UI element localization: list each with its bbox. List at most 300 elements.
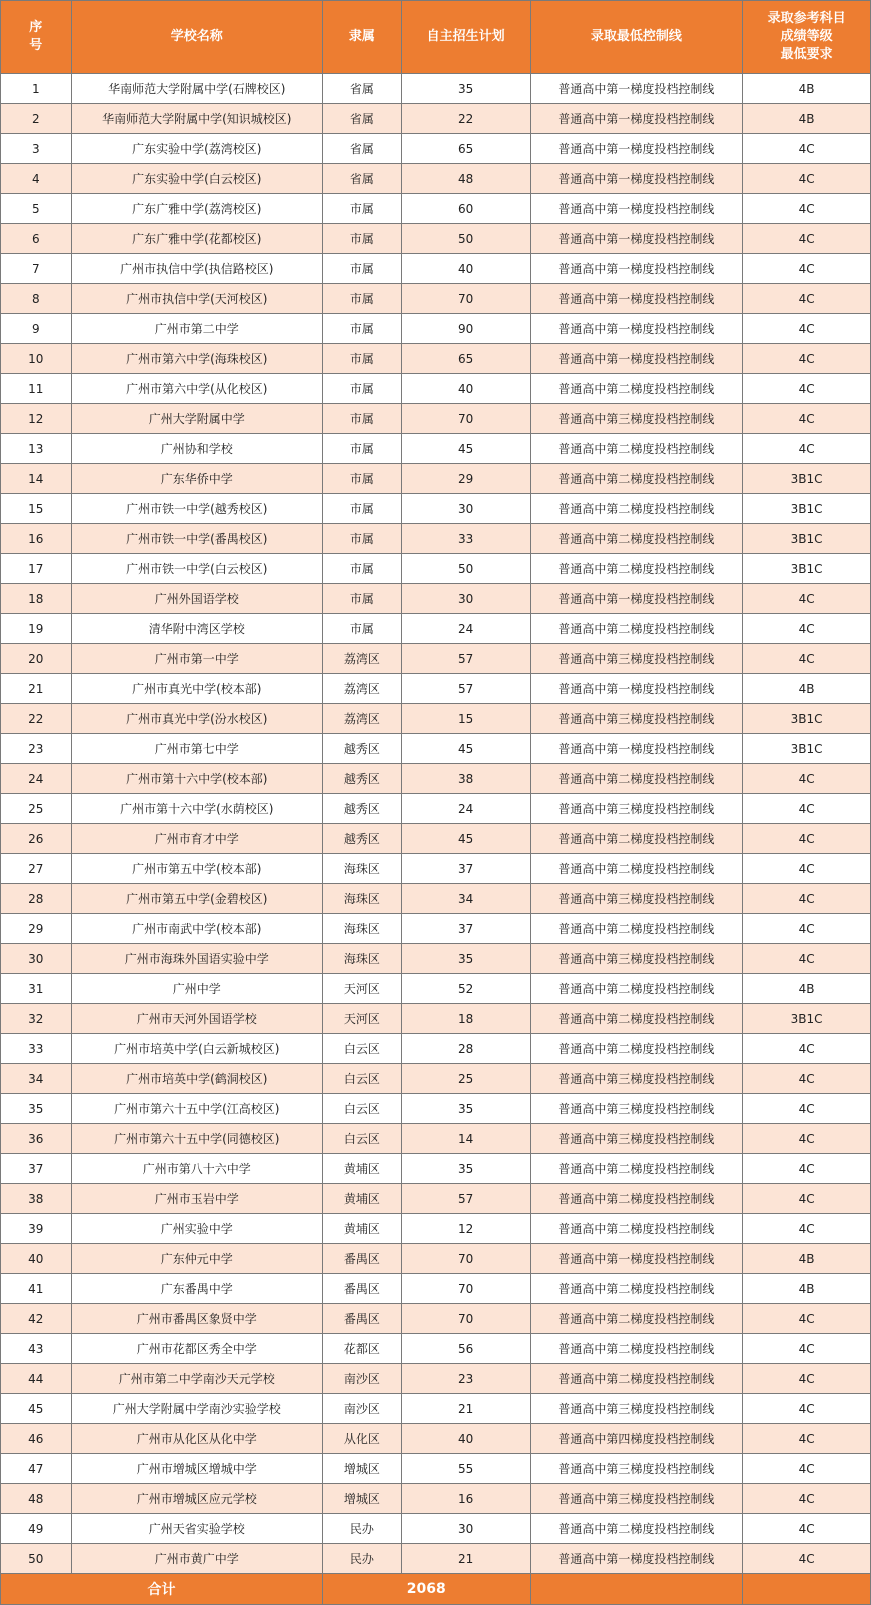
row-enrollment-plan: 65 [401, 344, 530, 374]
row-enrollment-plan: 16 [401, 1484, 530, 1514]
table-row [1, 974, 871, 1004]
row-control-line: 普通高中第二梯度投档控制线 [530, 1334, 743, 1364]
row-affiliation: 省属 [323, 134, 402, 164]
header-row [1, 1, 871, 74]
row-enrollment-plan: 52 [401, 974, 530, 1004]
row-affiliation: 市属 [323, 344, 402, 374]
row-control-line: 普通高中第三梯度投档控制线 [530, 1124, 743, 1154]
row-school-name: 广州市第五中学(金碧校区) [71, 884, 322, 914]
table-row [1, 704, 871, 734]
table-row [1, 1034, 871, 1064]
row-index: 18 [1, 584, 72, 614]
row-school-name: 广州市执信中学(天河校区) [71, 284, 322, 314]
row-affiliation: 省属 [323, 74, 402, 104]
row-control-line: 普通高中第二梯度投档控制线 [530, 1154, 743, 1184]
row-school-name: 广州市第六十五中学(同德校区) [71, 1124, 322, 1154]
row-control-line: 普通高中第三梯度投档控制线 [530, 644, 743, 674]
row-index: 32 [1, 1004, 72, 1034]
row-enrollment-plan: 70 [401, 404, 530, 434]
row-grade-requirement: 4C [743, 404, 871, 434]
row-index: 39 [1, 1214, 72, 1244]
row-school-name: 广州市第八十六中学 [71, 1154, 322, 1184]
table-row [1, 74, 871, 104]
row-grade-requirement: 4C [743, 1034, 871, 1064]
row-enrollment-plan: 90 [401, 314, 530, 344]
row-index: 35 [1, 1094, 72, 1124]
row-control-line: 普通高中第一梯度投档控制线 [530, 314, 743, 344]
row-control-line: 普通高中第一梯度投档控制线 [530, 1244, 743, 1274]
row-grade-requirement: 4C [743, 944, 871, 974]
row-index: 10 [1, 344, 72, 374]
table-row [1, 374, 871, 404]
header-school-name: 学校名称 [71, 1, 322, 74]
row-index: 47 [1, 1454, 72, 1484]
row-school-name: 广州市真光中学(汾水校区) [71, 704, 322, 734]
row-affiliation: 从化区 [323, 1424, 402, 1454]
row-enrollment-plan: 48 [401, 164, 530, 194]
row-enrollment-plan: 22 [401, 104, 530, 134]
table-row [1, 1274, 871, 1304]
row-index: 4 [1, 164, 72, 194]
row-school-name: 广东仲元中学 [71, 1244, 322, 1274]
row-grade-requirement: 4C [743, 1184, 871, 1214]
row-index: 19 [1, 614, 72, 644]
row-grade-requirement: 4C [743, 584, 871, 614]
row-control-line: 普通高中第二梯度投档控制线 [530, 1184, 743, 1214]
row-grade-requirement: 4C [743, 644, 871, 674]
row-enrollment-plan: 45 [401, 824, 530, 854]
row-grade-requirement: 4C [743, 134, 871, 164]
row-enrollment-plan: 57 [401, 1184, 530, 1214]
table-row [1, 344, 871, 374]
row-index: 38 [1, 1184, 72, 1214]
row-grade-requirement: 4C [743, 1334, 871, 1364]
header-min-control-line: 录取最低控制线 [530, 1, 743, 74]
row-index: 49 [1, 1514, 72, 1544]
table-row [1, 584, 871, 614]
row-affiliation: 市属 [323, 284, 402, 314]
row-enrollment-plan: 70 [401, 1244, 530, 1274]
row-grade-requirement: 4C [743, 1094, 871, 1124]
row-school-name: 广州大学附属中学 [71, 404, 322, 434]
row-affiliation: 市属 [323, 464, 402, 494]
row-affiliation: 白云区 [323, 1034, 402, 1064]
row-affiliation: 荔湾区 [323, 704, 402, 734]
row-grade-requirement: 4C [743, 374, 871, 404]
row-school-name: 广州市番禺区象贤中学 [71, 1304, 322, 1334]
row-index: 9 [1, 314, 72, 344]
row-affiliation: 越秀区 [323, 794, 402, 824]
row-enrollment-plan: 37 [401, 914, 530, 944]
table-row [1, 1334, 871, 1364]
table-row [1, 1244, 871, 1274]
row-enrollment-plan: 34 [401, 884, 530, 914]
row-enrollment-plan: 40 [401, 1424, 530, 1454]
row-index: 13 [1, 434, 72, 464]
row-affiliation: 省属 [323, 164, 402, 194]
row-affiliation: 市属 [323, 314, 402, 344]
table-row [1, 194, 871, 224]
row-school-name: 清华附中湾区学校 [71, 614, 322, 644]
row-grade-requirement: 4C [743, 1514, 871, 1544]
row-grade-requirement: 3B1C [743, 494, 871, 524]
row-index: 11 [1, 374, 72, 404]
row-enrollment-plan: 55 [401, 1454, 530, 1484]
row-school-name: 广州市培英中学(白云新城校区) [71, 1034, 322, 1064]
row-control-line: 普通高中第二梯度投档控制线 [530, 1214, 743, 1244]
row-affiliation: 越秀区 [323, 734, 402, 764]
row-control-line: 普通高中第二梯度投档控制线 [530, 1514, 743, 1544]
row-school-name: 广州市执信中学(执信路校区) [71, 254, 322, 284]
row-enrollment-plan: 28 [401, 1034, 530, 1064]
row-control-line: 普通高中第二梯度投档控制线 [530, 914, 743, 944]
row-affiliation: 黄埔区 [323, 1154, 402, 1184]
row-enrollment-plan: 57 [401, 644, 530, 674]
row-index: 33 [1, 1034, 72, 1064]
row-school-name: 广州市第十六中学(水荫校区) [71, 794, 322, 824]
row-index: 36 [1, 1124, 72, 1154]
row-school-name: 广州市黄广中学 [71, 1544, 322, 1574]
row-grade-requirement: 4B [743, 974, 871, 1004]
row-school-name: 广州市铁一中学(越秀校区) [71, 494, 322, 524]
row-index: 48 [1, 1484, 72, 1514]
row-enrollment-plan: 45 [401, 734, 530, 764]
row-affiliation: 白云区 [323, 1094, 402, 1124]
row-index: 50 [1, 1544, 72, 1574]
table-row [1, 884, 871, 914]
row-control-line: 普通高中第四梯度投档控制线 [530, 1424, 743, 1454]
row-enrollment-plan: 40 [401, 374, 530, 404]
row-grade-requirement: 4C [743, 434, 871, 464]
row-school-name: 广州实验中学 [71, 1214, 322, 1244]
row-index: 21 [1, 674, 72, 704]
row-grade-requirement: 4C [743, 884, 871, 914]
row-grade-requirement: 4C [743, 1214, 871, 1244]
row-control-line: 普通高中第一梯度投档控制线 [530, 194, 743, 224]
header-grade-requirement: 录取参考科目 成绩等级 最低要求 [743, 1, 871, 74]
table-row [1, 284, 871, 314]
row-control-line: 普通高中第三梯度投档控制线 [530, 884, 743, 914]
row-grade-requirement: 4C [743, 254, 871, 284]
row-affiliation: 市属 [323, 374, 402, 404]
row-school-name: 广州市第六中学(海珠校区) [71, 344, 322, 374]
row-school-name: 广东实验中学(荔湾校区) [71, 134, 322, 164]
row-index: 20 [1, 644, 72, 674]
row-affiliation: 番禺区 [323, 1274, 402, 1304]
row-enrollment-plan: 14 [401, 1124, 530, 1154]
row-grade-requirement: 4C [743, 1364, 871, 1394]
row-control-line: 普通高中第三梯度投档控制线 [530, 794, 743, 824]
row-control-line: 普通高中第二梯度投档控制线 [530, 464, 743, 494]
row-enrollment-plan: 24 [401, 614, 530, 644]
row-school-name: 广州中学 [71, 974, 322, 1004]
row-grade-requirement: 3B1C [743, 464, 871, 494]
row-control-line: 普通高中第一梯度投档控制线 [530, 164, 743, 194]
row-index: 34 [1, 1064, 72, 1094]
row-control-line: 普通高中第二梯度投档控制线 [530, 854, 743, 884]
row-school-name: 广东实验中学(白云校区) [71, 164, 322, 194]
table-row [1, 1484, 871, 1514]
row-school-name: 广州市玉岩中学 [71, 1184, 322, 1214]
row-affiliation: 市属 [323, 614, 402, 644]
row-grade-requirement: 4B [743, 674, 871, 704]
row-school-name: 广州市铁一中学(番禺校区) [71, 524, 322, 554]
row-enrollment-plan: 33 [401, 524, 530, 554]
row-school-name: 广东广雅中学(荔湾校区) [71, 194, 322, 224]
table-row [1, 1364, 871, 1394]
table-row [1, 674, 871, 704]
row-affiliation: 海珠区 [323, 854, 402, 884]
row-grade-requirement: 4B [743, 1244, 871, 1274]
row-grade-requirement: 4C [743, 314, 871, 344]
row-index: 2 [1, 104, 72, 134]
row-grade-requirement: 4C [743, 1424, 871, 1454]
row-index: 40 [1, 1244, 72, 1274]
row-school-name: 广州市育才中学 [71, 824, 322, 854]
row-grade-requirement: 4C [743, 614, 871, 644]
row-grade-requirement: 4C [743, 164, 871, 194]
row-school-name: 广州天省实验学校 [71, 1514, 322, 1544]
table-row [1, 734, 871, 764]
row-affiliation: 市属 [323, 554, 402, 584]
row-school-name: 广州市第二中学南沙天元学校 [71, 1364, 322, 1394]
row-control-line: 普通高中第一梯度投档控制线 [530, 134, 743, 164]
row-index: 1 [1, 74, 72, 104]
row-enrollment-plan: 35 [401, 74, 530, 104]
table-row [1, 1544, 871, 1574]
row-enrollment-plan: 21 [401, 1394, 530, 1424]
row-enrollment-plan: 30 [401, 494, 530, 524]
row-control-line: 普通高中第二梯度投档控制线 [530, 1304, 743, 1334]
row-school-name: 广州市培英中学(鹤洞校区) [71, 1064, 322, 1094]
table-row [1, 1154, 871, 1184]
table-row [1, 494, 871, 524]
row-affiliation: 越秀区 [323, 824, 402, 854]
row-grade-requirement: 4C [743, 1304, 871, 1334]
row-affiliation: 市属 [323, 524, 402, 554]
row-affiliation: 南沙区 [323, 1364, 402, 1394]
table-row [1, 224, 871, 254]
row-control-line: 普通高中第一梯度投档控制线 [530, 224, 743, 254]
table-body [1, 74, 871, 1574]
row-enrollment-plan: 50 [401, 224, 530, 254]
row-control-line: 普通高中第一梯度投档控制线 [530, 104, 743, 134]
row-index: 23 [1, 734, 72, 764]
table-row [1, 824, 871, 854]
row-school-name: 广州市真光中学(校本部) [71, 674, 322, 704]
row-grade-requirement: 4B [743, 1274, 871, 1304]
table-row [1, 614, 871, 644]
row-enrollment-plan: 24 [401, 794, 530, 824]
table-row [1, 164, 871, 194]
row-school-name: 广州市增城区增城中学 [71, 1454, 322, 1484]
row-grade-requirement: 4C [743, 284, 871, 314]
row-control-line: 普通高中第三梯度投档控制线 [530, 944, 743, 974]
table-row [1, 1004, 871, 1034]
row-grade-requirement: 4C [743, 1544, 871, 1574]
table-row [1, 764, 871, 794]
row-grade-requirement: 4B [743, 104, 871, 134]
total-empty-cell [530, 1574, 743, 1605]
row-school-name: 广州市南武中学(校本部) [71, 914, 322, 944]
row-enrollment-plan: 45 [401, 434, 530, 464]
row-index: 29 [1, 914, 72, 944]
row-enrollment-plan: 35 [401, 1094, 530, 1124]
row-control-line: 普通高中第一梯度投档控制线 [530, 284, 743, 314]
table-row [1, 1304, 871, 1334]
row-index: 12 [1, 404, 72, 434]
row-school-name: 广州市第六十五中学(江高校区) [71, 1094, 322, 1124]
row-index: 16 [1, 524, 72, 554]
row-control-line: 普通高中第一梯度投档控制线 [530, 734, 743, 764]
row-index: 37 [1, 1154, 72, 1184]
table-row [1, 854, 871, 884]
row-grade-requirement: 4C [743, 1154, 871, 1184]
row-control-line: 普通高中第二梯度投档控制线 [530, 494, 743, 524]
row-school-name: 广州市天河外国语学校 [71, 1004, 322, 1034]
row-affiliation: 花都区 [323, 1334, 402, 1364]
row-school-name: 华南师范大学附属中学(石牌校区) [71, 74, 322, 104]
row-index: 43 [1, 1334, 72, 1364]
row-grade-requirement: 4C [743, 854, 871, 884]
row-index: 15 [1, 494, 72, 524]
row-control-line: 普通高中第一梯度投档控制线 [530, 1544, 743, 1574]
table-row [1, 794, 871, 824]
row-enrollment-plan: 38 [401, 764, 530, 794]
table-row [1, 1514, 871, 1544]
row-index: 8 [1, 284, 72, 314]
row-enrollment-plan: 18 [401, 1004, 530, 1034]
row-enrollment-plan: 35 [401, 1154, 530, 1184]
row-school-name: 华南师范大学附属中学(知识城校区) [71, 104, 322, 134]
row-enrollment-plan: 40 [401, 254, 530, 284]
total-value: 2068 [323, 1574, 531, 1605]
row-control-line: 普通高中第二梯度投档控制线 [530, 374, 743, 404]
row-index: 46 [1, 1424, 72, 1454]
row-affiliation: 海珠区 [323, 914, 402, 944]
row-index: 14 [1, 464, 72, 494]
row-enrollment-plan: 21 [401, 1544, 530, 1574]
row-grade-requirement: 4C [743, 344, 871, 374]
table-row [1, 404, 871, 434]
row-grade-requirement: 4C [743, 194, 871, 224]
row-index: 7 [1, 254, 72, 284]
row-enrollment-plan: 57 [401, 674, 530, 704]
row-school-name: 广东广雅中学(花都校区) [71, 224, 322, 254]
row-control-line: 普通高中第一梯度投档控制线 [530, 584, 743, 614]
row-enrollment-plan: 35 [401, 944, 530, 974]
row-control-line: 普通高中第二梯度投档控制线 [530, 764, 743, 794]
total-label: 合计 [1, 1574, 323, 1605]
row-school-name: 广州协和学校 [71, 434, 322, 464]
row-school-name: 广州市花都区秀全中学 [71, 1334, 322, 1364]
table-row [1, 914, 871, 944]
row-index: 26 [1, 824, 72, 854]
row-affiliation: 民办 [323, 1514, 402, 1544]
table-row [1, 1064, 871, 1094]
row-affiliation: 白云区 [323, 1124, 402, 1154]
row-index: 31 [1, 974, 72, 1004]
row-enrollment-plan: 29 [401, 464, 530, 494]
total-row [1, 1574, 871, 1605]
row-grade-requirement: 4C [743, 1394, 871, 1424]
row-affiliation: 增城区 [323, 1484, 402, 1514]
row-index: 41 [1, 1274, 72, 1304]
row-affiliation: 黄埔区 [323, 1184, 402, 1214]
row-enrollment-plan: 56 [401, 1334, 530, 1364]
row-index: 17 [1, 554, 72, 584]
row-grade-requirement: 4C [743, 1484, 871, 1514]
row-school-name: 广州外国语学校 [71, 584, 322, 614]
row-index: 30 [1, 944, 72, 974]
table-row [1, 434, 871, 464]
row-control-line: 普通高中第三梯度投档控制线 [530, 1394, 743, 1424]
row-control-line: 普通高中第二梯度投档控制线 [530, 434, 743, 464]
row-affiliation: 白云区 [323, 1064, 402, 1094]
row-grade-requirement: 4B [743, 74, 871, 104]
header-enrollment-plan: 自主招生计划 [401, 1, 530, 74]
row-affiliation: 市属 [323, 434, 402, 464]
row-affiliation: 市属 [323, 494, 402, 524]
table-row [1, 524, 871, 554]
row-control-line: 普通高中第三梯度投档控制线 [530, 704, 743, 734]
table-row [1, 1184, 871, 1214]
row-control-line: 普通高中第一梯度投档控制线 [530, 344, 743, 374]
row-enrollment-plan: 70 [401, 284, 530, 314]
row-school-name: 广州市第七中学 [71, 734, 322, 764]
table-row [1, 134, 871, 164]
row-enrollment-plan: 70 [401, 1304, 530, 1334]
row-enrollment-plan: 12 [401, 1214, 530, 1244]
row-enrollment-plan: 50 [401, 554, 530, 584]
row-control-line: 普通高中第二梯度投档控制线 [530, 1364, 743, 1394]
row-school-name: 广州市海珠外国语实验中学 [71, 944, 322, 974]
row-affiliation: 海珠区 [323, 884, 402, 914]
row-school-name: 广州市第一中学 [71, 644, 322, 674]
row-affiliation: 市属 [323, 404, 402, 434]
row-control-line: 普通高中第三梯度投档控制线 [530, 1484, 743, 1514]
row-index: 42 [1, 1304, 72, 1334]
row-grade-requirement: 3B1C [743, 734, 871, 764]
row-control-line: 普通高中第二梯度投档控制线 [530, 824, 743, 854]
row-grade-requirement: 4C [743, 1124, 871, 1154]
row-grade-requirement: 4C [743, 824, 871, 854]
row-school-name: 广东华侨中学 [71, 464, 322, 494]
row-index: 3 [1, 134, 72, 164]
row-index: 22 [1, 704, 72, 734]
row-affiliation: 荔湾区 [323, 644, 402, 674]
row-index: 27 [1, 854, 72, 884]
row-grade-requirement: 3B1C [743, 554, 871, 584]
row-control-line: 普通高中第三梯度投档控制线 [530, 1454, 743, 1484]
row-control-line: 普通高中第二梯度投档控制线 [530, 1034, 743, 1064]
table-row [1, 1094, 871, 1124]
row-control-line: 普通高中第一梯度投档控制线 [530, 254, 743, 284]
table-row [1, 1424, 871, 1454]
table-row [1, 1214, 871, 1244]
row-school-name: 广州市第十六中学(校本部) [71, 764, 322, 794]
row-control-line: 普通高中第二梯度投档控制线 [530, 1004, 743, 1034]
row-enrollment-plan: 70 [401, 1274, 530, 1304]
row-affiliation: 番禺区 [323, 1244, 402, 1274]
row-control-line: 普通高中第三梯度投档控制线 [530, 404, 743, 434]
row-school-name: 广东番禺中学 [71, 1274, 322, 1304]
row-enrollment-plan: 60 [401, 194, 530, 224]
row-control-line: 普通高中第三梯度投档控制线 [530, 1064, 743, 1094]
row-index: 45 [1, 1394, 72, 1424]
row-control-line: 普通高中第二梯度投档控制线 [530, 524, 743, 554]
row-school-name: 广州市第五中学(校本部) [71, 854, 322, 884]
